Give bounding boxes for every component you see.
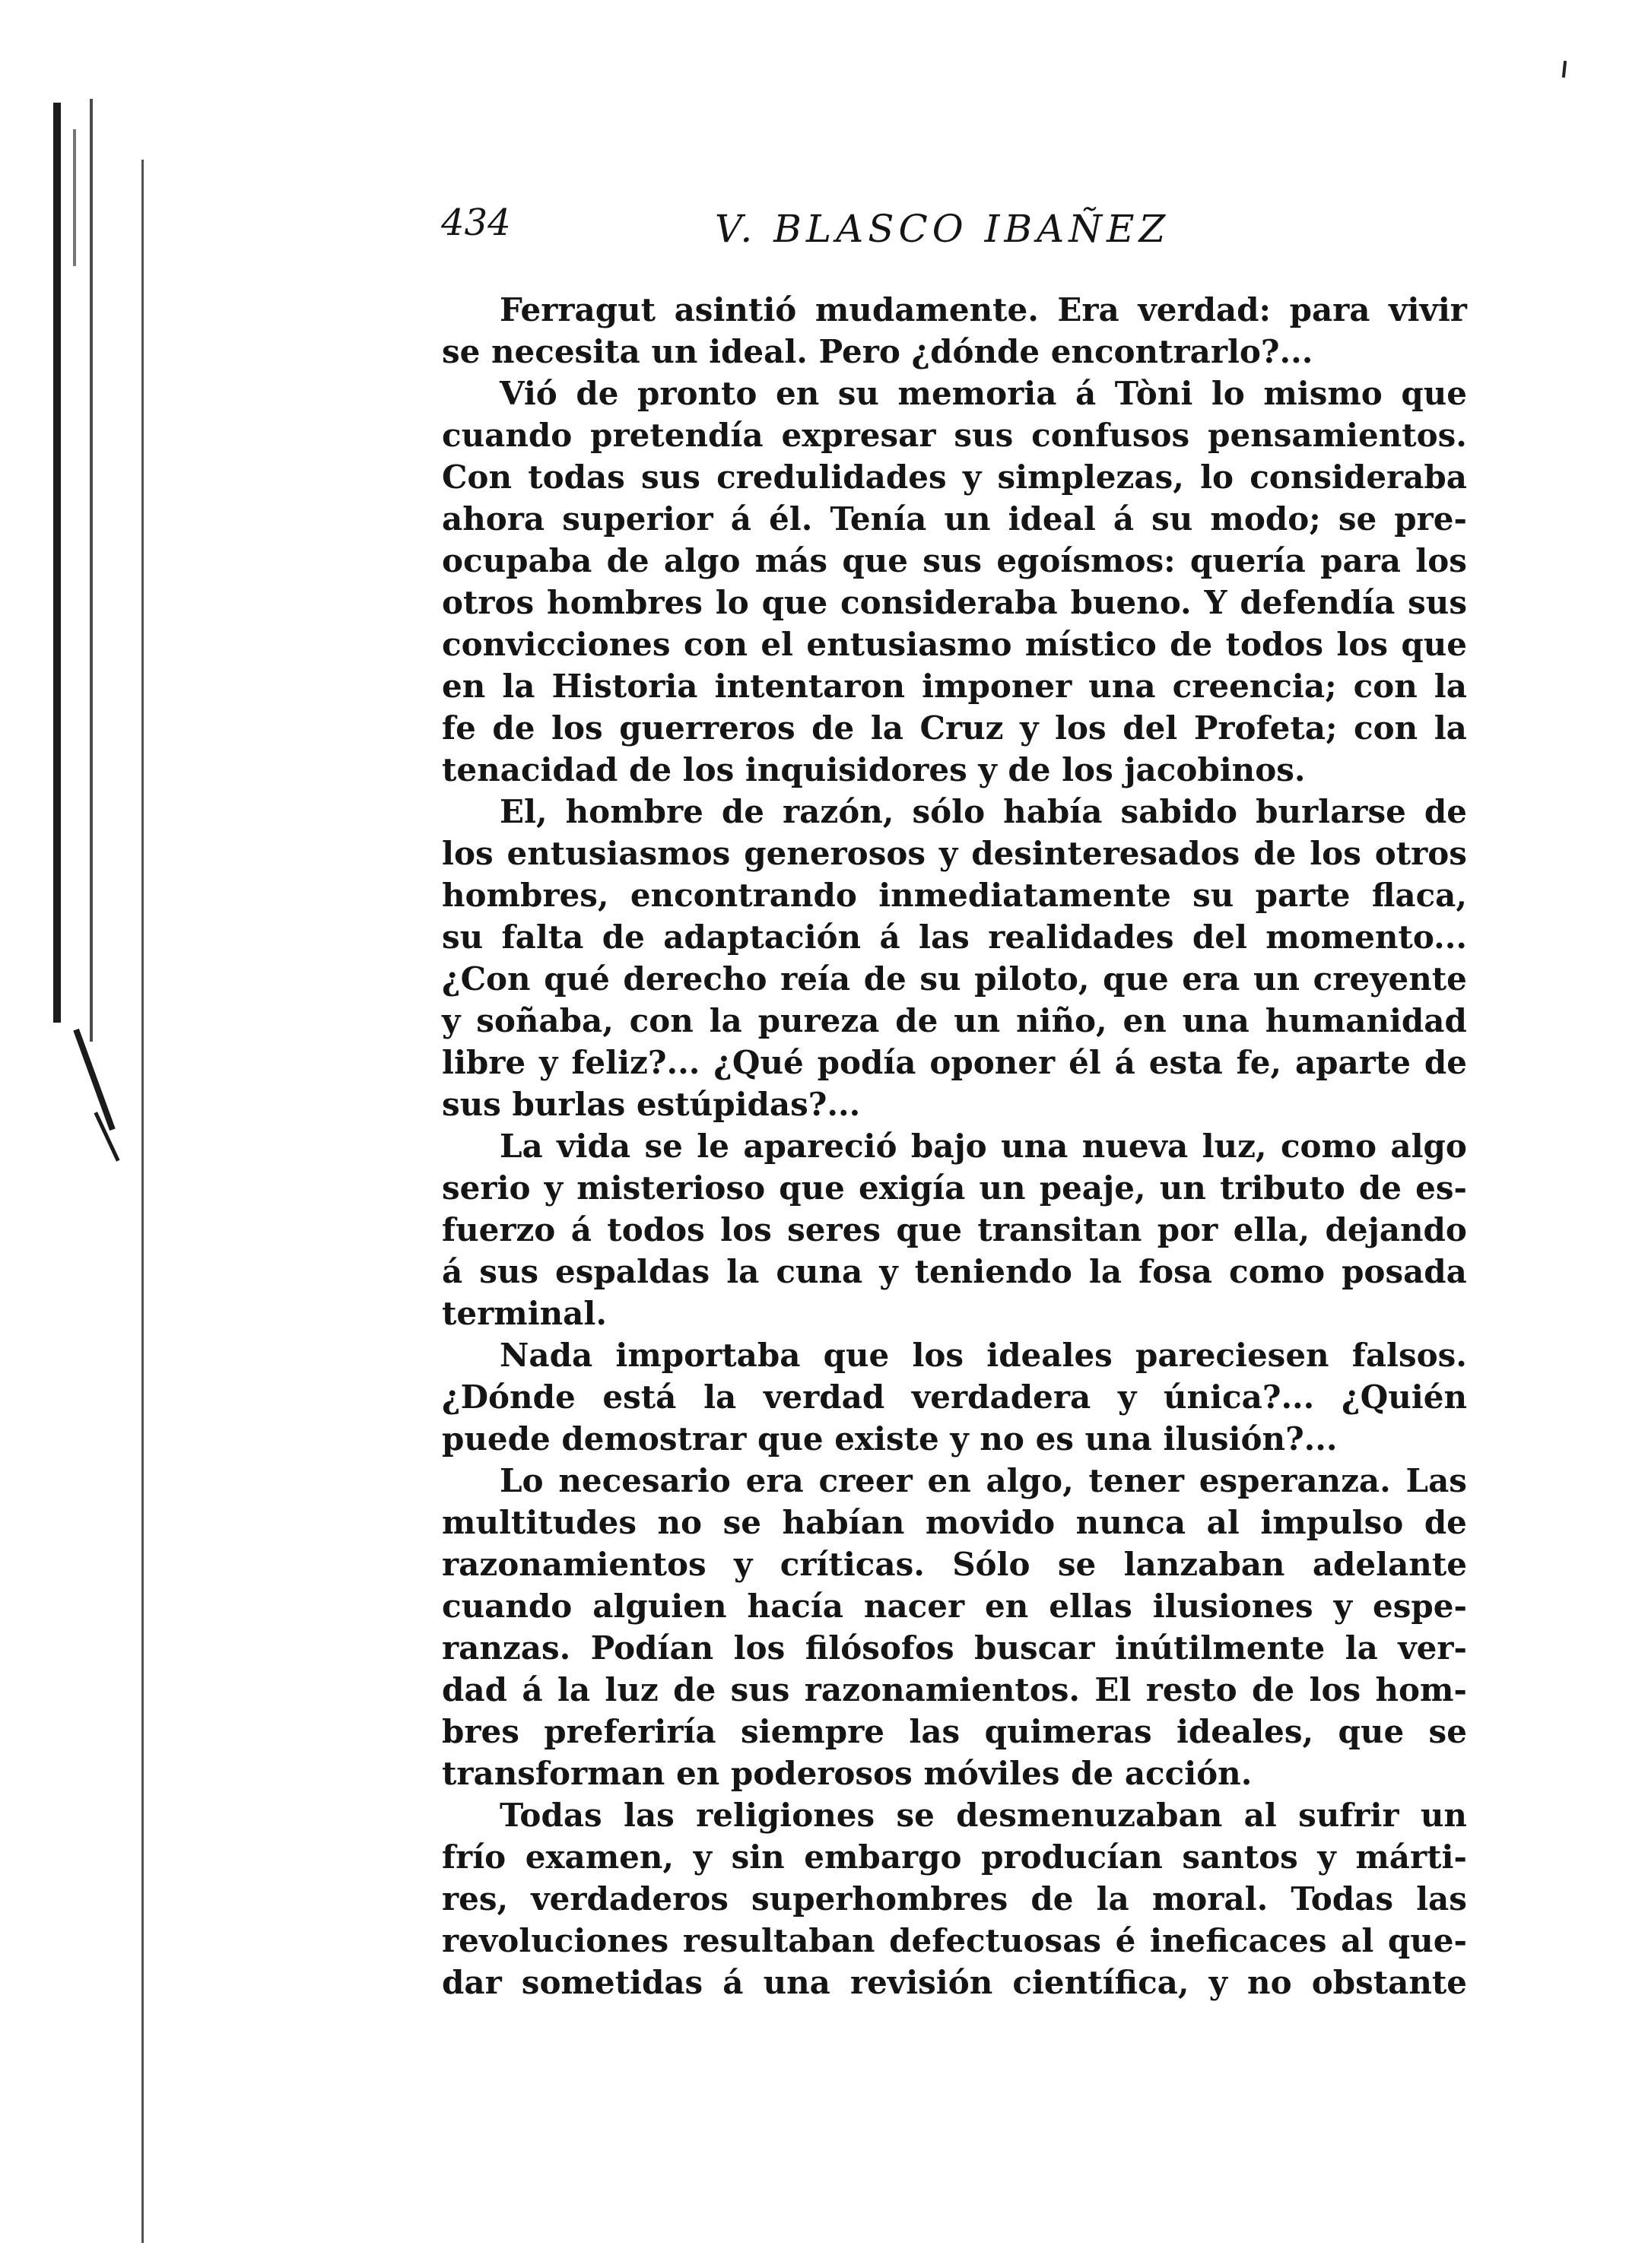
text-line: serio y misterioso que exigía un peaje, un tributo de es-	[442, 1169, 1467, 1207]
text-line: ocupaba de algo más que sus egoísmos: quería para los	[442, 542, 1467, 579]
gutter-rule-1	[53, 103, 61, 1023]
text-line: Nada importaba que los ideales pareciesen falsos.	[500, 1337, 1467, 1374]
text-line: bres preferiría siempre las quimeras ideales, que se	[442, 1713, 1467, 1750]
text-line: libre y feliz?... ¿Qué podía oponer él á esta fe, aparte de	[442, 1044, 1467, 1081]
text-line: fe de los guerreros de la Cruz y los del Profeta; con la	[442, 709, 1467, 747]
running-head: V. BLASCO IBAÑEZ	[715, 207, 1170, 251]
text-line: dar sometidas á una revisión científica, y no obstante	[442, 1964, 1467, 2001]
page-gutter	[0, 0, 167, 2268]
text-line: sus burlas estúpidas?...	[442, 1086, 861, 1123]
text-line: Todas las religiones se desmenuzaban al sufrir un	[500, 1797, 1467, 1834]
text-line: fuerzo á todos los seres que transitan por ella, dejando	[442, 1211, 1467, 1248]
text-line: Lo necesario era creer en algo, tener esperanza. Las	[500, 1462, 1467, 1499]
text-line: razonamientos y críticas. Sólo se lanzaban adelante	[442, 1546, 1467, 1583]
text-line: puede demostrar que existe y no es una ilusión?...	[442, 1420, 1338, 1458]
text-line: los entusiasmos generosos y desinteresados de los otros	[442, 835, 1467, 872]
text-line: y soñaba, con la pureza de un niño, en una humanidad	[442, 1002, 1467, 1039]
text-line: frío examen, y sin embargo producían santos y márti-	[442, 1838, 1467, 1876]
text-line: á sus espaldas la cuna y teniendo la fosa como posada	[442, 1253, 1467, 1290]
text-line: La vida se le apareció bajo una nueva luz, como algo	[500, 1128, 1467, 1165]
page-header	[441, 200, 1460, 253]
text-line: se necesita un ideal. Pero ¿dónde encontrarlo?...	[442, 333, 1313, 370]
gutter-rule-2	[90, 99, 93, 1042]
text-line: ¿Dónde está la verdad verdadera y única?... ¿Quién	[442, 1378, 1467, 1416]
text-line: cuando alguien hacía nacer en ellas ilusiones y espe-	[442, 1588, 1467, 1625]
text-line: ¿Con qué derecho reía de su piloto, que era un creyente	[442, 960, 1467, 998]
text-line: convicciones con el entusiasmo místico de todos los que	[442, 626, 1467, 663]
text-line: dad á la luz de sus razonamientos. El resto de los hom-	[442, 1671, 1467, 1708]
text-line: El, hombre de razón, sólo había sabido burlarse de	[500, 793, 1467, 830]
stray-mark	[1562, 61, 1567, 78]
text-line: cuando pretendía expresar sus confusos pensamientos.	[442, 417, 1467, 454]
text-line: su falta de adaptación á las realidades del momento...	[442, 918, 1467, 956]
text-line: en la Historia intentaron imponer una creencia; con la	[442, 668, 1467, 705]
text-line: otros hombres lo que consideraba bueno. Y defendía sus	[442, 584, 1467, 621]
text-line: Con todas sus credulidades y simplezas, lo consideraba	[442, 458, 1467, 496]
text-line: ranzas. Podían los filósofos buscar inútilmente la ver-	[442, 1629, 1467, 1667]
gutter-mark-1	[73, 129, 76, 266]
text-line: revoluciones resultaban defectuosas é ineficaces al que-	[442, 1922, 1467, 1959]
text-line: ahora superior á él. Tenía un ideal á su modo; se pre-	[442, 500, 1467, 538]
page-number: 434	[441, 201, 511, 244]
text-line: multitudes no se habían movido nunca al impulso de	[442, 1504, 1467, 1541]
gutter-rule-3	[141, 160, 144, 2243]
body-text	[442, 289, 1467, 2003]
text-line: transforman en poderosos móviles de acción.	[442, 1755, 1253, 1792]
text-line: Vió de pronto en su memoria á Tòni lo mismo que	[500, 375, 1467, 412]
text-line: Ferragut asintió mudamente. Era verdad: para vivir	[500, 291, 1467, 328]
text-line: res, verdaderos superhombres de la moral. Todas las	[442, 1880, 1467, 1917]
text-line: tenacidad de los inquisidores y de los jacobinos.	[442, 751, 1306, 788]
text-line: hombres, encontrando inmediatamente su parte flaca,	[442, 877, 1467, 914]
text-line: terminal.	[442, 1295, 607, 1332]
